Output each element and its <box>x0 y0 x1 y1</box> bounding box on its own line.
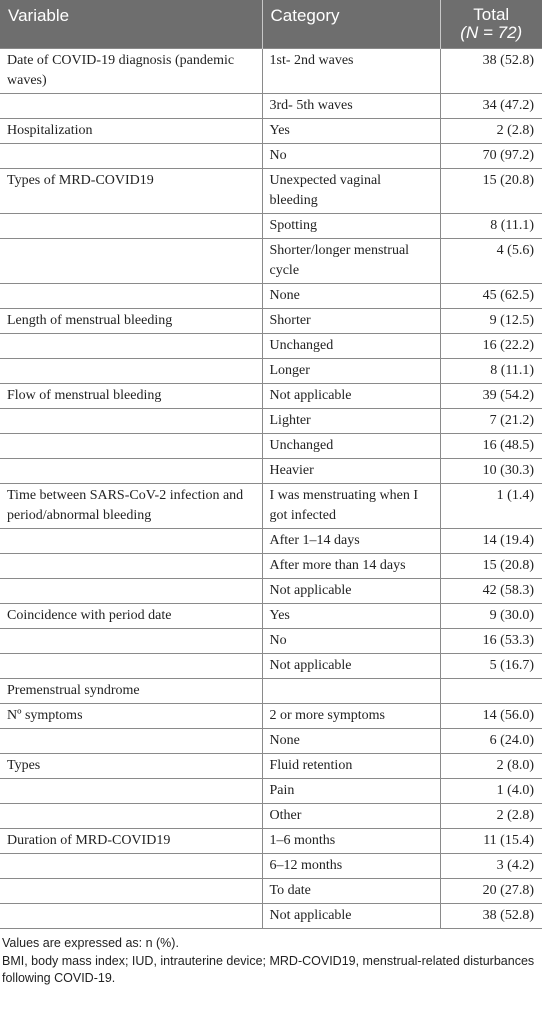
cell-total: 38 (52.8) <box>440 904 542 929</box>
cell-total: 16 (48.5) <box>440 434 542 459</box>
header-variable: Variable <box>0 0 262 49</box>
cell-total: 16 (53.3) <box>440 629 542 654</box>
cell-category: Other <box>262 804 440 829</box>
cell-total <box>440 679 542 704</box>
cell-category: Shorter <box>262 309 440 334</box>
table-row <box>0 529 542 554</box>
cell-category: Yes <box>262 604 440 629</box>
cell-total: 45 (62.5) <box>440 284 542 309</box>
cell-variable <box>0 359 262 384</box>
cell-category: Longer <box>262 359 440 384</box>
cell-category: Not applicable <box>262 654 440 679</box>
cell-total: 11 (15.4) <box>440 829 542 854</box>
table-row <box>0 879 542 904</box>
cell-variable <box>0 459 262 484</box>
table-row <box>0 654 542 679</box>
cell-variable <box>0 94 262 119</box>
cell-total: 8 (11.1) <box>440 214 542 239</box>
cell-variable <box>0 529 262 554</box>
table-row <box>0 239 542 284</box>
cell-variable <box>0 144 262 169</box>
table-row <box>0 554 542 579</box>
header-total <box>440 0 542 49</box>
table-row <box>0 309 542 334</box>
cell-total: 5 (16.7) <box>440 654 542 679</box>
cell-variable <box>0 804 262 829</box>
cell-category: 2 or more symptoms <box>262 704 440 729</box>
cell-variable <box>0 284 262 309</box>
cell-category: Yes <box>262 119 440 144</box>
table-row <box>0 484 542 529</box>
table-row <box>0 49 542 94</box>
cell-total: 20 (27.8) <box>440 879 542 904</box>
cell-variable: Premenstrual syndrome <box>0 679 262 704</box>
table-row <box>0 804 542 829</box>
header-category: Category <box>262 0 440 49</box>
cell-variable <box>0 409 262 434</box>
cell-variable <box>0 879 262 904</box>
header-total-n: (N = 72) <box>460 23 523 42</box>
table-row <box>0 284 542 309</box>
cell-total: 8 (11.1) <box>440 359 542 384</box>
table-row <box>0 119 542 144</box>
table-footnotes <box>0 929 542 987</box>
cell-variable <box>0 629 262 654</box>
cell-category: After more than 14 days <box>262 554 440 579</box>
cell-variable <box>0 854 262 879</box>
cell-category: Not applicable <box>262 579 440 604</box>
cell-category: Pain <box>262 779 440 804</box>
cell-variable <box>0 904 262 929</box>
cell-total: 6 (24.0) <box>440 729 542 754</box>
cell-category <box>262 679 440 704</box>
cell-variable: Time between SARS-CoV-2 infection and period/abnormal bleeding <box>0 484 262 529</box>
cell-variable <box>0 434 262 459</box>
cell-total: 39 (54.2) <box>440 384 542 409</box>
cell-variable: Types of MRD-COVID19 <box>0 169 262 214</box>
header-row <box>0 0 542 49</box>
cell-variable: Date of COVID-19 diagnosis (pandemic waves) <box>0 49 262 94</box>
cell-total: 3 (4.2) <box>440 854 542 879</box>
cell-variable: Length of menstrual bleeding <box>0 309 262 334</box>
cell-total: 9 (12.5) <box>440 309 542 334</box>
cell-category: Not applicable <box>262 384 440 409</box>
cell-variable: Nº symptoms <box>0 704 262 729</box>
cell-total: 10 (30.3) <box>440 459 542 484</box>
cell-variable: Hospitalization <box>0 119 262 144</box>
cell-category: Fluid retention <box>262 754 440 779</box>
table-row <box>0 384 542 409</box>
table-row <box>0 579 542 604</box>
cell-total: 14 (56.0) <box>440 704 542 729</box>
cell-category: I was menstruating when I got infected <box>262 484 440 529</box>
cell-total: 15 (20.8) <box>440 169 542 214</box>
table-row <box>0 679 542 704</box>
cell-category: 3rd- 5th waves <box>262 94 440 119</box>
cell-variable <box>0 239 262 284</box>
table-row <box>0 434 542 459</box>
cell-category: Lighter <box>262 409 440 434</box>
table-row <box>0 459 542 484</box>
cell-total: 34 (47.2) <box>440 94 542 119</box>
cell-variable <box>0 214 262 239</box>
table-row <box>0 704 542 729</box>
table-row <box>0 754 542 779</box>
cell-variable: Coincidence with period date <box>0 604 262 629</box>
table-row <box>0 169 542 214</box>
cell-category: None <box>262 284 440 309</box>
cell-category: None <box>262 729 440 754</box>
footnote-values: Values are expressed as: n (%). <box>2 936 179 950</box>
cell-variable: Types <box>0 754 262 779</box>
table-row <box>0 359 542 384</box>
cell-category: No <box>262 629 440 654</box>
cell-variable: Duration of MRD-COVID19 <box>0 829 262 854</box>
table-row <box>0 629 542 654</box>
footnote-abbreviations: BMI, body mass index; IUD, intrauterine device; MRD-COVID19, menstrual-related disturbances following COVID-19. <box>2 954 535 985</box>
cell-total: 2 (2.8) <box>440 119 542 144</box>
cell-variable <box>0 779 262 804</box>
cell-category: Unexpected vaginal bleeding <box>262 169 440 214</box>
cell-total: 7 (21.2) <box>440 409 542 434</box>
cell-category: Unchanged <box>262 434 440 459</box>
cell-variable <box>0 654 262 679</box>
table-row <box>0 729 542 754</box>
cell-category: Shorter/longer menstrual cycle <box>262 239 440 284</box>
cell-category: 6–12 months <box>262 854 440 879</box>
table-row <box>0 829 542 854</box>
cell-category: To date <box>262 879 440 904</box>
table-row <box>0 144 542 169</box>
cell-total: 38 (52.8) <box>440 49 542 94</box>
cell-variable <box>0 334 262 359</box>
cell-total: 4 (5.6) <box>440 239 542 284</box>
cell-total: 2 (2.8) <box>440 804 542 829</box>
table-row <box>0 604 542 629</box>
table-body <box>0 49 542 929</box>
cell-category: No <box>262 144 440 169</box>
cell-category: Spotting <box>262 214 440 239</box>
table-row <box>0 334 542 359</box>
cell-category: 1st- 2nd waves <box>262 49 440 94</box>
cell-total: 15 (20.8) <box>440 554 542 579</box>
table-row <box>0 94 542 119</box>
cell-category: Heavier <box>262 459 440 484</box>
cell-total: 16 (22.2) <box>440 334 542 359</box>
cell-category: Not applicable <box>262 904 440 929</box>
cell-category: 1–6 months <box>262 829 440 854</box>
cell-total: 2 (8.0) <box>440 754 542 779</box>
table-row <box>0 779 542 804</box>
cell-variable <box>0 554 262 579</box>
cell-category: After 1–14 days <box>262 529 440 554</box>
cell-variable: Flow of menstrual bleeding <box>0 384 262 409</box>
cell-category: Unchanged <box>262 334 440 359</box>
cell-variable <box>0 729 262 754</box>
cell-total: 14 (19.4) <box>440 529 542 554</box>
cell-variable <box>0 579 262 604</box>
cell-total: 1 (4.0) <box>440 779 542 804</box>
table-row <box>0 904 542 929</box>
cell-total: 1 (1.4) <box>440 484 542 529</box>
cell-total: 42 (58.3) <box>440 579 542 604</box>
cell-total: 9 (30.0) <box>440 604 542 629</box>
table-row <box>0 214 542 239</box>
table-row <box>0 409 542 434</box>
cell-total: 70 (97.2) <box>440 144 542 169</box>
header-total-label: Total <box>473 5 510 24</box>
table-row <box>0 854 542 879</box>
